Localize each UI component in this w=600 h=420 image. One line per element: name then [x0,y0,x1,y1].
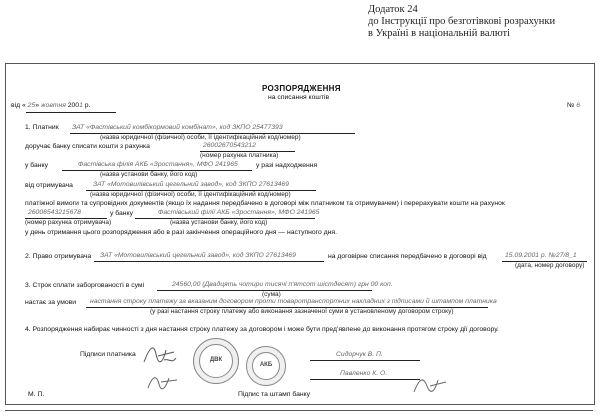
date-day: 25 [27,102,36,109]
right-value: ЗАТ «Мотовилівський цегельний завод», код ЗКПО 27613469 [100,252,296,259]
receipt-text: у день отримання цього розпорядження або в разі закінчення операційного дня — наступного дня. [25,229,337,236]
in-bank-label: у банку [25,162,49,169]
due-label: настає за умови [25,299,77,306]
date-prefix: від « [11,102,26,109]
payer-signatures-label: Підписи платника [80,351,136,358]
from-hint: (назва юридичної (фізичної) особи, її ідентифікаційний код/номер) [90,191,291,198]
due-value: настання строку платежу за вказаним договором проти товаротранспортних накладних з підписами й штампом платника [90,298,497,305]
date-year-prefix: 200 [67,102,80,109]
amount-value: 24560,00 (Двадцять чотири тисячі п'ятсот шістдесят) грн 00 коп. [172,281,393,288]
payer-value: ЗАТ «Фастівський комбікормовий комбінат», код ЗКПО 25477393 [72,124,283,131]
signer-name-1: Сидорчук В. П. [336,351,383,358]
appendix-line-3: в Україні в національній валюті [368,28,511,39]
from-recipient-label: від отримувача [25,182,73,189]
demand-text: платіжної вимоги та супровідних документів (якщо їх надання передбачено в договорі між платником та отримувачем) і перерахувати кошти на рахунок [25,200,505,207]
mp-label: М. П. [28,391,45,398]
date-year-suffix: 1 [79,102,83,109]
payer-stamp [193,338,239,384]
recv-bank-hint: (назва установи банку, його код) [170,219,268,226]
bottom-rule [5,410,593,411]
signature-line-1 [310,360,420,361]
recipient-bank-value: Фастівський філії АКБ «Зростання», МФО 241965 [158,209,320,216]
payer-signature-2 [145,372,181,394]
payer-signature-1 [140,340,180,370]
date-line [11,102,90,109]
bank-debit-label: доручає банку списати кошти з рахунка [25,143,150,150]
recipient-account: 26006543215678 [28,209,81,216]
payer-stamp-text: ДВК [209,356,223,363]
number-label: № [567,102,575,109]
right-underline [94,261,324,262]
right-label: 2. Право отримувача [25,253,92,260]
recv-account-hint: (номер рахунка отримувача) [25,219,112,226]
account-hint: (номер рахунка платника) [200,152,279,159]
from-recipient-value: ЗАТ «Мотовилівський цегельний завод», код ЗКПО 27613469 [93,181,289,188]
document-title: РОЗПОРЯДЖЕННЯ [262,84,341,93]
bank-signature-label: Підпис та штамп банку [238,391,311,398]
due-hint: (у разі настання строку платежу або виконання зазначеної суми в установленому договором строку) [150,308,454,315]
right-after: на договірне списання передбачено в договорі від [328,253,487,260]
signature-line-2 [310,379,420,380]
recipient-bank-label: у банку [110,210,134,217]
amount-hint: (сума) [262,291,281,298]
number-value: 6 [576,102,580,109]
payer-account: 26002670543212 [203,142,256,149]
date-underline [26,112,116,113]
appendix-note [368,4,555,40]
in-bank-hint: (назва установи банку, його код) [100,171,198,178]
bank-stamp [246,346,286,386]
appendix-line-1: Додаток 24 [368,4,418,15]
bank-signature [410,372,450,398]
document-number [567,102,580,109]
appendix-line-2: до Інструкції про безготівкові розрахунки [368,16,556,27]
date-mid: » [35,102,39,109]
document-subtitle: на списання коштів [268,94,330,101]
in-bank-after: у разі надходження [256,162,318,169]
contract-hint: (дата, номер договору) [515,262,585,269]
payer-hint: (назва юридичної (фізичної) особи, її ідентифікаційний код/номер) [100,134,301,141]
date-year-end: р. [84,102,91,109]
in-bank-value: Фастівська філія АКБ «Зростання», МФО 241965 [78,161,238,168]
date-month: жовтня [40,102,66,109]
payer-label: 1. Платник [25,124,59,131]
signer-name-2: Павленко К. О. [340,370,388,377]
bank-stamp-text: АКБ [259,362,273,369]
amount-label: 3. Строк сплати заборгованості в сумі [25,282,145,289]
contract-value: 15.09.2001 р. №27/8_1 [505,252,577,259]
validity-text: 4. Розпорядження набирає чинності з дня настання строку платежу за договором і може бути пред'явлене до виконання протягом строку дії договору. [25,326,499,333]
